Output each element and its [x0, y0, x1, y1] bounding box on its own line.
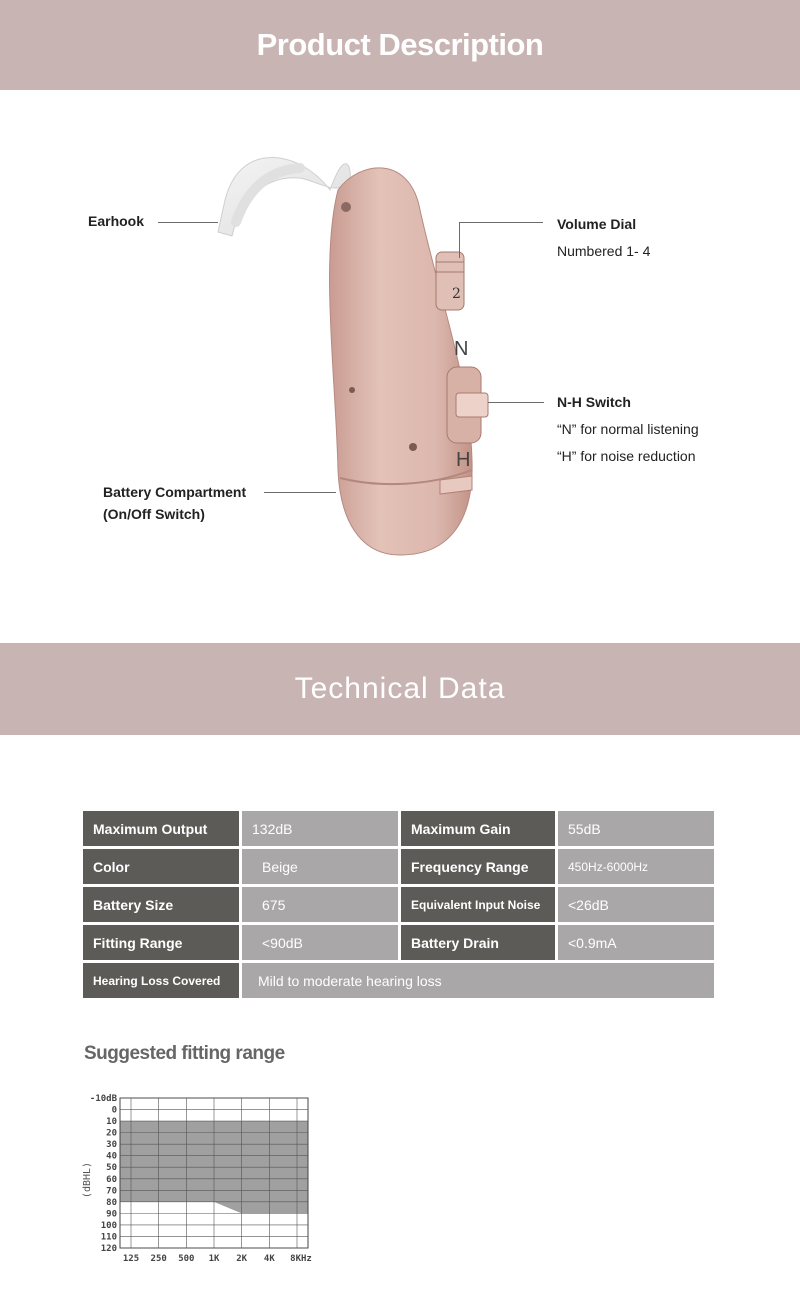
- x-tick-label: 250: [150, 1254, 167, 1264]
- nh-switch-title: N-H Switch: [557, 394, 631, 410]
- spec-key: Battery Drain: [401, 925, 555, 960]
- volume-leader-line: [459, 222, 543, 223]
- dial-number: 2: [452, 286, 461, 302]
- y-tick-label: 100: [100, 1220, 117, 1231]
- spec-key: Battery Size: [83, 887, 239, 922]
- x-tick-label: 2K: [236, 1254, 248, 1264]
- earhook-leader-line: [158, 222, 218, 223]
- y-tick-label: 10: [106, 1117, 117, 1128]
- battery-subtitle: (On/Off Switch): [103, 506, 205, 522]
- technical-data-banner: [0, 643, 800, 735]
- spec-key: Hearing Loss Covered: [83, 963, 239, 998]
- y-tick-label: -10dB: [89, 1094, 117, 1104]
- spec-value: Mild to moderate hearing loss: [242, 963, 714, 998]
- earhook-label: Earhook: [88, 213, 145, 229]
- spec-key: Maximum Output: [83, 811, 239, 846]
- battery-leader-line: [264, 492, 336, 493]
- y-tick-label: 40: [106, 1151, 117, 1162]
- hearing-aid-image: [200, 130, 520, 570]
- y-tick-label: 60: [106, 1174, 117, 1185]
- y-axis-ticks: [90, 1094, 118, 1254]
- x-tick-label: 125: [122, 1254, 140, 1264]
- spec-key: Fitting Range: [83, 925, 239, 960]
- spec-key: Frequency Range: [401, 849, 555, 884]
- device-body: [330, 168, 473, 555]
- x-axis-ticks: [123, 1254, 312, 1264]
- y-tick-label: 90: [106, 1209, 117, 1220]
- spec-key: Color: [83, 849, 239, 884]
- y-tick-label: 70: [106, 1186, 117, 1197]
- spec-value: 450Hz-6000Hz: [558, 849, 714, 884]
- y-tick-label: 120: [100, 1244, 117, 1254]
- nh-switch-n-desc: “N” for normal listening: [557, 421, 699, 437]
- spec-value: <0.9mA: [558, 925, 714, 960]
- switch-h-letter: H: [456, 449, 471, 471]
- battery-title: Battery Compartment: [103, 484, 247, 500]
- y-tick-label: 30: [106, 1140, 117, 1151]
- table-row: [83, 849, 714, 884]
- spec-value: <90dB: [242, 925, 398, 960]
- technical-data-title: Technical Data: [294, 672, 506, 705]
- y-tick-label: 20: [106, 1128, 117, 1139]
- spec-key: Maximum Gain: [401, 811, 555, 846]
- spec-key: Equivalent Input Noise: [401, 887, 555, 922]
- volume-dial-callout: [557, 211, 650, 265]
- y-tick-label: 0: [111, 1105, 117, 1116]
- fitting-range-title: Suggested fitting range: [84, 1043, 285, 1064]
- earhook-callout: [88, 208, 144, 235]
- y-tick-label: 50: [106, 1163, 117, 1174]
- product-description-banner: [0, 0, 800, 90]
- volume-leader-vline: [459, 222, 460, 258]
- nh-switch-leader-line: [488, 402, 544, 403]
- fitting-range-chart: [76, 1088, 326, 1268]
- x-tick-label: 4K: [263, 1254, 275, 1264]
- x-tick-label: 8KHz: [290, 1254, 312, 1264]
- y-axis-label: (dBHL): [82, 1161, 93, 1199]
- nh-switch-h-desc: “H” for noise reduction: [557, 448, 696, 464]
- battery-callout: [103, 481, 246, 525]
- table-row: [83, 925, 714, 960]
- table-row: [83, 811, 714, 846]
- spec-value: 675: [242, 887, 398, 922]
- x-tick-label: 1K: [208, 1254, 220, 1264]
- table-row: [83, 963, 714, 998]
- spec-value: <26dB: [558, 887, 714, 922]
- y-tick-label: 80: [106, 1197, 117, 1208]
- spec-table: [80, 808, 717, 1001]
- switch-n-letter: N: [454, 338, 469, 360]
- nh-switch-callout: [557, 389, 699, 470]
- volume-dial-desc: Numbered 1- 4: [557, 243, 651, 259]
- spec-value: 55dB: [558, 811, 714, 846]
- x-tick-label: 500: [178, 1254, 195, 1264]
- spec-value: 132dB: [242, 811, 398, 846]
- spec-value: Beige: [242, 849, 398, 884]
- volume-dial-title: Volume Dial: [557, 216, 637, 232]
- product-description-title: Product Description: [256, 27, 544, 62]
- y-tick-label: 110: [100, 1232, 117, 1243]
- table-row: [83, 887, 714, 922]
